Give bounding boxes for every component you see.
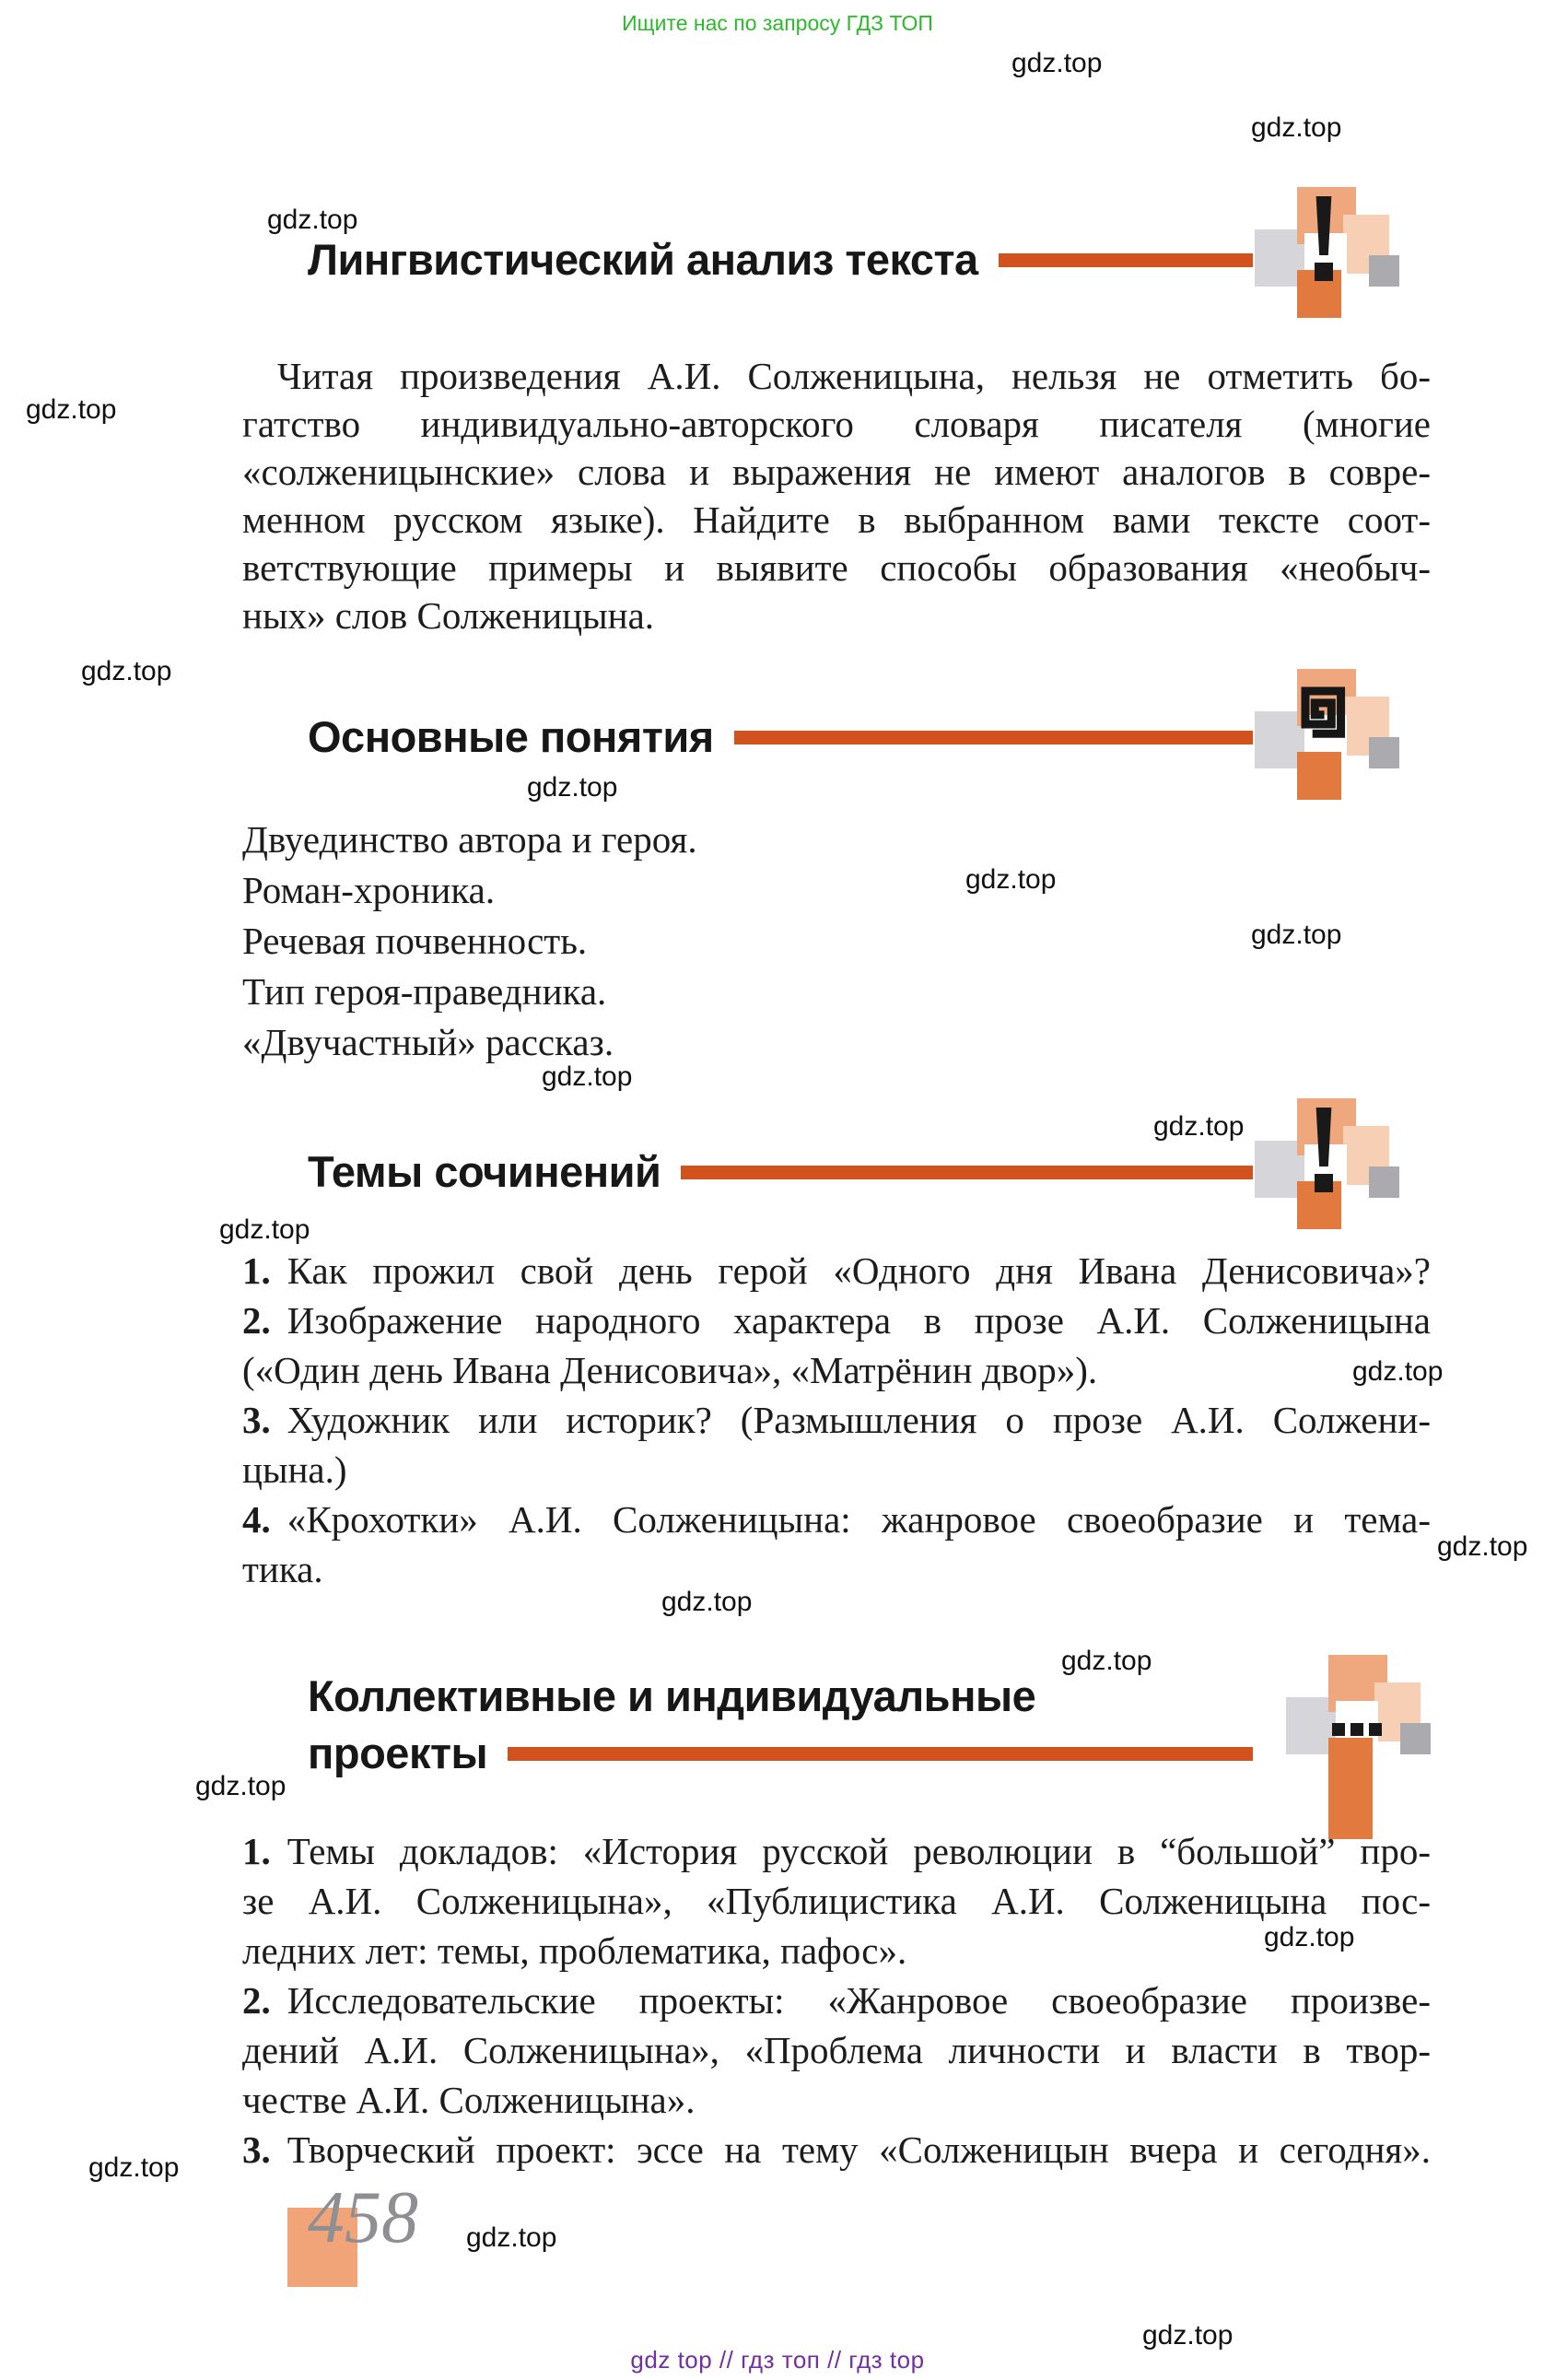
watermark: gdz.top	[1264, 1922, 1355, 1952]
heading-rule	[508, 1747, 1253, 1761]
watermark: gdz.top	[1061, 1646, 1152, 1676]
list-item-line	[242, 1826, 1431, 1876]
concept-item: Речевая почвенность.	[242, 920, 588, 962]
list-item-line	[242, 1246, 1431, 1296]
item-number: 3.	[242, 2128, 271, 2171]
watermark: gdz.top	[1437, 1531, 1528, 1562]
watermark: gdz.top	[1142, 2320, 1233, 2351]
concept-item: «Двучастный» рассказ.	[242, 1021, 614, 1063]
page-number: 458	[308, 2177, 418, 2258]
watermark: gdz.top	[661, 1587, 753, 1617]
list-item-line	[242, 1976, 1431, 2025]
spiral-icon	[1255, 669, 1402, 807]
watermark: gdz.top	[1011, 48, 1103, 78]
icon-square-gray-small	[1369, 255, 1399, 287]
section-heading-linguistic-analysis	[308, 232, 1253, 287]
section-title-line2: проекты	[308, 1729, 488, 1777]
list-item-line	[242, 2125, 1431, 2175]
icon-square-gray-small	[1369, 737, 1399, 768]
exclamation-glyph	[1314, 1108, 1334, 1192]
concept-item: Тип героя-праведника.	[242, 970, 607, 1013]
item-text: Изображение народного характера в прозе А.И. Солженицына	[286, 1299, 1431, 1342]
heading-rule	[734, 731, 1253, 744]
item-text: Творческий проект: эссе на тему «Солженицын вчера и сегодня».	[286, 2128, 1431, 2171]
list-item-line	[242, 1296, 1431, 1345]
footer-links[interactable]: gdz top // гдз топ // гдз top	[630, 2346, 925, 2374]
watermark: gdz.top	[1352, 1356, 1444, 1387]
item-text: Художник или историк? (Размышления о прозе А.И. Солжени-	[286, 1399, 1431, 1441]
exclamation-icon	[1255, 187, 1402, 325]
item-number: 1.	[242, 1830, 271, 1872]
watermark: gdz.top	[219, 1214, 310, 1245]
list-item-line: честве А.И. Солженицына».	[242, 2079, 696, 2121]
projects-list	[242, 1826, 1431, 2175]
section-title-line1: Коллективные и индивидуальные	[308, 1671, 1036, 1720]
watermark: gdz.top	[81, 656, 172, 686]
paragraph-line: менном русском языке). Найдите в выбранном вами тексте соот-	[242, 498, 1431, 541]
list-item-line	[242, 1395, 1431, 1445]
watermark: gdz.top	[542, 1061, 633, 1092]
item-text: Как прожил свой день герой «Одного дня Ивана Денисовича»?	[286, 1249, 1431, 1292]
heading-rule	[681, 1166, 1253, 1179]
section-title: Основные понятия	[308, 712, 714, 761]
item-number: 3.	[242, 1399, 271, 1441]
ellipsis-glyph	[1332, 1723, 1382, 1736]
watermark: gdz.top	[267, 205, 358, 235]
spiral-glyph	[1293, 674, 1350, 741]
paragraph-line: ных» слов Солженицына.	[242, 594, 655, 637]
watermark: gdz.top	[1251, 112, 1342, 143]
ellipsis-icon	[1286, 1655, 1433, 1793]
exclamation-icon	[1255, 1098, 1402, 1237]
key-concepts-list	[242, 815, 1431, 1068]
list-item-line: тика.	[242, 1548, 323, 1590]
watermark: gdz.top	[1251, 920, 1342, 950]
icon-square-gray-small	[1400, 1723, 1431, 1754]
watermark: gdz.top	[965, 864, 1057, 895]
concept-item: Двуединство автора и героя.	[242, 818, 697, 861]
icon-square-orange	[1297, 752, 1341, 800]
watermark: gdz.top	[26, 394, 117, 425]
paragraph-line: «солженицынские» слова и выражения не имеют аналогов в совре-	[242, 451, 1431, 493]
item-text: Исследовательские проекты: «Жанровое своеобразие произве-	[286, 1979, 1431, 2022]
concept-item: Роман-хроника.	[242, 869, 496, 911]
item-number: 2.	[242, 1299, 271, 1342]
watermark: gdz.top	[88, 2152, 180, 2183]
section-heading-essay-topics	[308, 1144, 1253, 1200]
section-heading-key-concepts	[308, 709, 1253, 765]
paragraph-line: Читая произведения А.И. Солженицына, нельзя не отметить бо-	[277, 355, 1431, 397]
item-number: 1.	[242, 1249, 271, 1292]
list-item-line: («Один день Ивана Денисовича», «Матрёнин двор»).	[242, 1349, 1098, 1391]
essay-topics-list	[242, 1246, 1431, 1594]
watermark: gdz.top	[466, 2222, 557, 2253]
paragraph-line: ветствующие примеры и выявите способы образования «необыч-	[242, 546, 1431, 589]
list-item-line: дений А.И. Солженицына», «Проблема личности и власти в твор-	[242, 2029, 1431, 2071]
watermark: gdz.top	[1153, 1111, 1245, 1142]
section-title: Лингвистический анализ текста	[308, 235, 978, 284]
list-item-line: цына.)	[242, 1448, 347, 1491]
list-item-line: ледних лет: темы, проблематика, пафос».	[242, 1929, 907, 1972]
item-number: 2.	[242, 1979, 271, 2022]
site-notice: Ищите нас по запросу ГДЗ ТОП	[622, 11, 933, 35]
list-item-line	[242, 1495, 1431, 1544]
paragraph-line: гатство индивидуально-авторского словаря писателя (многие	[242, 403, 1431, 445]
item-text: Темы докладов: «История русской революции в “большой” про-	[286, 1830, 1431, 1872]
linguistic-analysis-paragraph	[242, 352, 1431, 639]
item-text: «Крохотки» А.И. Солженицына: жанровое своеобразие и тема-	[286, 1498, 1431, 1541]
section-title: Темы сочинений	[308, 1147, 661, 1196]
exclamation-glyph	[1314, 196, 1334, 281]
icon-square-gray-small	[1369, 1167, 1399, 1198]
section-heading-projects	[308, 1670, 1253, 1780]
icon-square-orange-tall	[1328, 1738, 1373, 1839]
list-item-line: зе А.И. Солженицына», «Публицистика А.И. Солженицына пос-	[242, 1880, 1431, 1922]
heading-rule	[999, 253, 1253, 267]
item-number: 4.	[242, 1498, 271, 1541]
watermark: gdz.top	[195, 1771, 286, 1801]
watermark: gdz.top	[527, 772, 618, 803]
